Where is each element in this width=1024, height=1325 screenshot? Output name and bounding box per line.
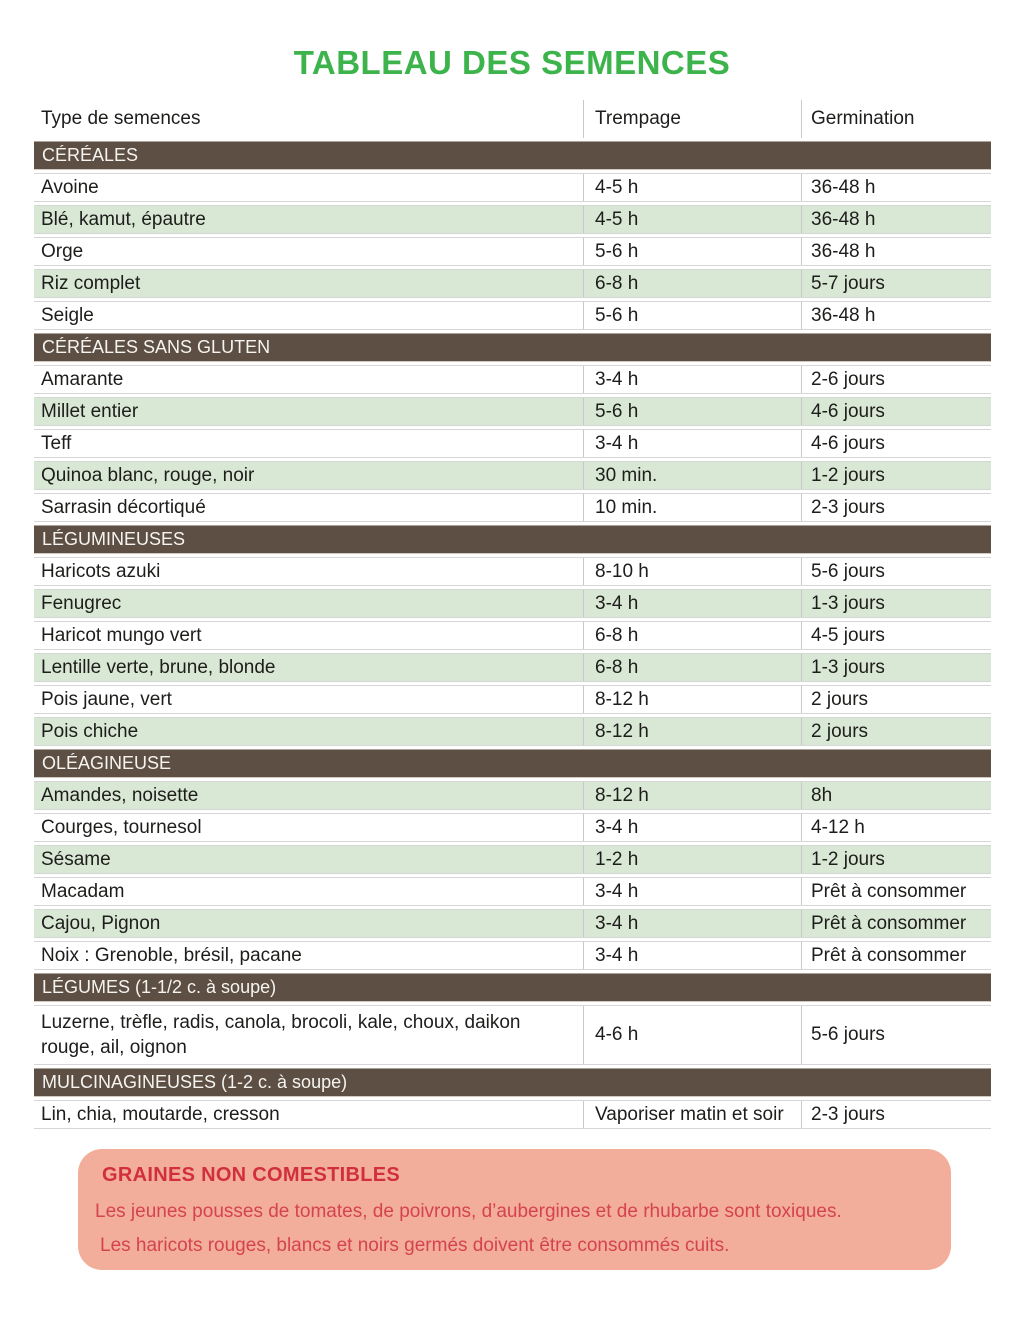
section-header-mulcinagineuses: MULCINAGINEUSES (1-2 c. à soupe) — [34, 1068, 991, 1097]
table-row — [34, 1005, 991, 1065]
seed-type-cell: Blé, kamut, épautre — [41, 208, 206, 230]
germination-cell: 2-3 jours — [801, 494, 991, 521]
seed-table — [34, 100, 991, 1129]
trempage-cell: Vaporiser matin et soir — [583, 1101, 801, 1128]
table-row — [34, 813, 991, 842]
seed-type-cell: Seigle — [41, 304, 94, 326]
table-row — [34, 461, 991, 490]
column-header-type: Type de semences — [41, 108, 201, 129]
table-row — [34, 205, 991, 234]
seed-type-cell: Amarante — [41, 368, 124, 390]
seed-type-cell: Cajou, Pignon — [41, 912, 161, 934]
section-header-legumes: LÉGUMES (1-1/2 c. à soupe) — [34, 973, 991, 1002]
germination-cell: 1-2 jours — [801, 846, 991, 873]
trempage-cell: 5-6 h — [583, 398, 801, 425]
table-row — [34, 717, 991, 746]
table-row — [34, 877, 991, 906]
column-header-trempage: Trempage — [583, 100, 801, 138]
seed-type-cell: Haricots azuki — [41, 560, 161, 582]
trempage-cell: 3-4 h — [583, 814, 801, 841]
germination-cell: 36-48 h — [801, 174, 991, 201]
trempage-cell: 3-4 h — [583, 590, 801, 617]
seed-type-cell: Haricot mungo vert — [41, 624, 202, 646]
germination-cell: 5-7 jours — [801, 270, 991, 297]
trempage-cell: 6-8 h — [583, 654, 801, 681]
seed-type-cell: Riz complet — [41, 272, 141, 294]
section-header-oleagineuse: OLÉAGINEUSE — [34, 749, 991, 778]
germination-cell: 5-6 jours — [801, 558, 991, 585]
germination-cell: 1-3 jours — [801, 590, 991, 617]
seed-type-cell: Luzerne, trèfle, radis, canola, brocoli, kale, choux, daikon rouge, ail, oignon — [41, 1012, 521, 1058]
seed-type-cell: Lentille verte, brune, blonde — [41, 656, 276, 678]
trempage-cell: 6-8 h — [583, 622, 801, 649]
warning-text-line2: Les haricots rouges, blancs et noirs germés doivent être consommés cuits. — [100, 1235, 730, 1256]
trempage-cell: 8-12 h — [583, 782, 801, 809]
seed-type-cell: Avoine — [41, 176, 99, 198]
trempage-cell: 1-2 h — [583, 846, 801, 873]
germination-cell: 5-6 jours — [801, 1006, 991, 1064]
germination-cell: 1-2 jours — [801, 462, 991, 489]
table-row — [34, 365, 991, 394]
seed-type-cell: Pois jaune, vert — [41, 688, 172, 710]
seed-type-cell: Teff — [41, 432, 72, 454]
seed-type-cell: Pois chiche — [41, 720, 139, 742]
germination-cell: 36-48 h — [801, 238, 991, 265]
warning-box — [78, 1149, 951, 1270]
seed-type-cell: Lin, chia, moutarde, cresson — [41, 1103, 280, 1125]
trempage-cell: 3-4 h — [583, 366, 801, 393]
trempage-cell: 3-4 h — [583, 942, 801, 969]
table-row — [34, 557, 991, 586]
germination-cell: 36-48 h — [801, 302, 991, 329]
seed-type-cell: Noix : Grenoble, brésil, pacane — [41, 944, 302, 966]
germination-cell: 2 jours — [801, 686, 991, 713]
table-row — [34, 909, 991, 938]
germination-cell: 36-48 h — [801, 206, 991, 233]
trempage-cell: 8-12 h — [583, 686, 801, 713]
column-header-germination: Germination — [801, 100, 991, 138]
germination-cell: Prêt à consommer — [801, 878, 991, 905]
table-row — [34, 685, 991, 714]
trempage-cell: 8-10 h — [583, 558, 801, 585]
seed-type-cell: Sarrasin décortiqué — [41, 496, 206, 518]
germination-cell: 8h — [801, 782, 991, 809]
trempage-cell: 6-8 h — [583, 270, 801, 297]
germination-cell: 1-3 jours — [801, 654, 991, 681]
germination-cell: 4-6 jours — [801, 430, 991, 457]
germination-cell: Prêt à consommer — [801, 942, 991, 969]
warning-title: GRAINES NON COMESTIBLES — [102, 1164, 401, 1186]
germination-cell: 4-12 h — [801, 814, 991, 841]
section-header-legumineuses: LÉGUMINEUSES — [34, 525, 991, 554]
table-row — [34, 429, 991, 458]
table-row — [34, 493, 991, 522]
seed-type-cell: Millet entier — [41, 400, 139, 422]
germination-cell: 4-5 jours — [801, 622, 991, 649]
trempage-cell: 5-6 h — [583, 302, 801, 329]
seed-type-cell: Courges, tournesol — [41, 816, 202, 838]
trempage-cell: 10 min. — [583, 494, 801, 521]
page-title: TABLEAU DES SEMENCES — [293, 44, 731, 81]
table-row — [34, 621, 991, 650]
seed-type-cell: Macadam — [41, 880, 125, 902]
warning-text-line1: Les jeunes pousses de tomates, de poivrons, d’aubergines et de rhubarbe sont toxiques. — [95, 1201, 842, 1222]
trempage-cell: 4-5 h — [583, 174, 801, 201]
table-row — [34, 237, 991, 266]
table-row — [34, 301, 991, 330]
table-row — [34, 1100, 991, 1129]
table-header — [34, 100, 991, 138]
table-row — [34, 173, 991, 202]
seed-type-cell: Sésame — [41, 848, 111, 870]
table-row — [34, 845, 991, 874]
seed-type-cell: Amandes, noisette — [41, 784, 199, 806]
trempage-cell: 3-4 h — [583, 878, 801, 905]
seed-type-cell: Fenugrec — [41, 592, 122, 614]
section-header-cereales: CÉRÉALES — [34, 141, 991, 170]
trempage-cell: 5-6 h — [583, 238, 801, 265]
trempage-cell: 4-5 h — [583, 206, 801, 233]
trempage-cell: 30 min. — [583, 462, 801, 489]
section-header-cereales-sans-gluten: CÉRÉALES SANS GLUTEN — [34, 333, 991, 362]
germination-cell: 2-6 jours — [801, 366, 991, 393]
seed-type-cell: Quinoa blanc, rouge, noir — [41, 464, 255, 486]
trempage-cell: 4-6 h — [583, 1006, 801, 1064]
table-row — [34, 269, 991, 298]
trempage-cell: 3-4 h — [583, 910, 801, 937]
trempage-cell: 8-12 h — [583, 718, 801, 745]
table-row — [34, 397, 991, 426]
trempage-cell: 3-4 h — [583, 430, 801, 457]
table-row — [34, 589, 991, 618]
germination-cell: 2 jours — [801, 718, 991, 745]
table-row — [34, 941, 991, 970]
seed-type-cell: Orge — [41, 240, 84, 262]
germination-cell: 2-3 jours — [801, 1101, 991, 1128]
table-row — [34, 781, 991, 810]
table-row — [34, 653, 991, 682]
germination-cell: Prêt à consommer — [801, 910, 991, 937]
germination-cell: 4-6 jours — [801, 398, 991, 425]
